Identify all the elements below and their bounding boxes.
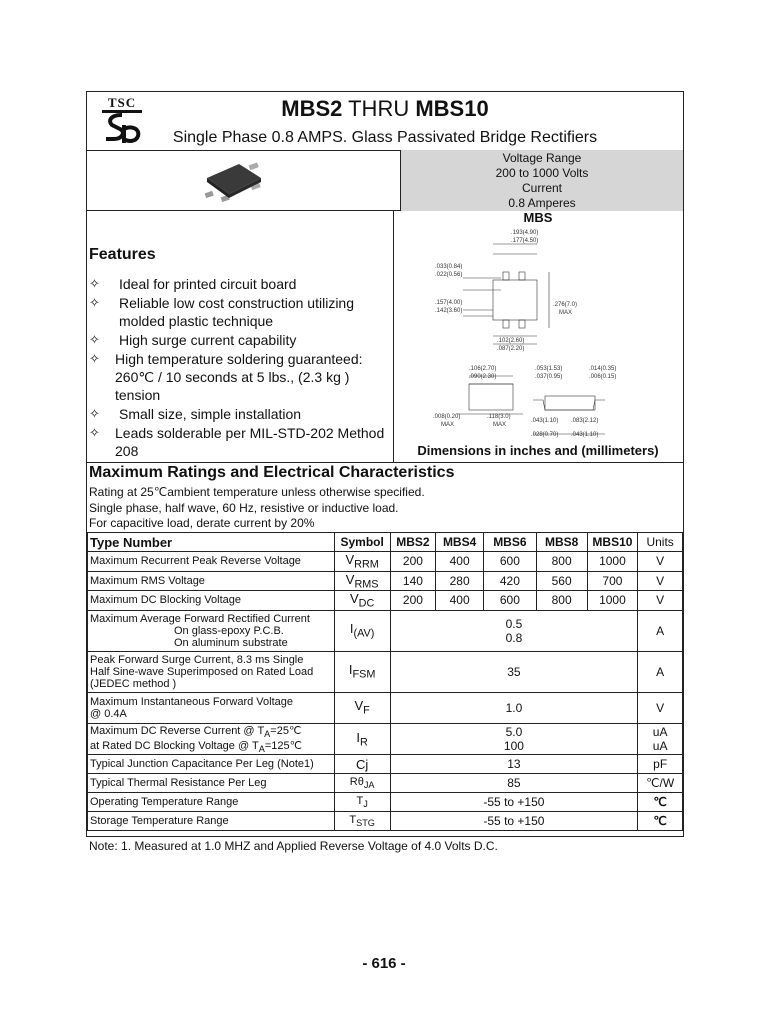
table-row: Maximum DC Reverse Current @ $T_A=25℃$ at Rated DC Blocking Voltage @ $T_A=125℃$ $I_R$ 5.0 100 uA uA (88, 723, 683, 754)
diamond-star-icon: ✧ (89, 406, 100, 421)
table-header: Type Number (88, 533, 335, 552)
dim-label: MAX (493, 422, 507, 428)
table-row: Maximum Instantaneous Forward Voltage @ 0.4A $V_F$ 1.0 V (88, 692, 683, 723)
dim-label: .008(0.20) (433, 414, 461, 420)
dim-label: .014(0.35) (589, 366, 617, 372)
table-row: Maximum RMS Voltage $V_{RMS}$ 140 280 420 560 700 V (88, 571, 683, 591)
table-header-row (88, 533, 683, 552)
page-title: MBS2 THRU MBS10 (281, 96, 489, 121)
table-row: Peak Forward Surge Current, 8.3 ms Single Half Sine-wave Superimposed on Rated Load (JEDEC method ) $I_{FSM}$ 35 A (88, 651, 683, 692)
table-header: Symbol (334, 533, 390, 552)
page-number: - 616 - (362, 955, 406, 972)
table-header: MBS6 (483, 533, 536, 552)
header (87, 92, 683, 151)
dim-label: .118(3.0) (487, 414, 511, 420)
table-row: Storage Temperature Range $T_{STG}$ -55 to +150 ℃ (88, 812, 683, 831)
dim-label: .106(2.70) (469, 366, 497, 372)
feature-item: ✧ High temperature soldering guaranteed: 260℃ / 10 seconds at 5 lbs., (2.3 kg ) tension (89, 351, 363, 403)
dim-label: .276(7.0) (553, 302, 578, 308)
table-row: Typical Thermal Resistance Per Leg $R\theta_{JA}$ 85 ℃/W (88, 774, 683, 793)
dim-label: .022(0.56) (435, 272, 463, 278)
voltage-current-box: Voltage Range 200 to 1000 Volts Current 0.8 Amperes (400, 150, 683, 211)
dim-label: .090(2.30) (469, 374, 497, 380)
dim-label: MAX (441, 422, 455, 428)
dim-label: .043(1.10) (531, 418, 559, 424)
table-row: Typical Junction Capacitance Per Leg (Note1) Cj 13 pF (88, 755, 683, 774)
package-photo-icon (199, 158, 269, 206)
table-row: Maximum Average Forward Rectified Current On glass-epoxy P.C.B. On aluminum substrate $I_{(AV)}$ 0.5 0.8 A (88, 610, 683, 651)
rating-note: For capacitive load, derate current by 20% (89, 516, 315, 530)
datasheet-frame (86, 91, 684, 837)
dim-label: MAX (559, 310, 573, 316)
table-header: Units (638, 533, 683, 552)
feature-item: ✧ Small size, simple installation (89, 406, 302, 422)
package-label: MBS (523, 210, 553, 225)
rating-note: Single phase, half wave, 60 Hz, resistive or inductive load. (89, 501, 399, 515)
table-header: MBS8 (536, 533, 587, 552)
feature-item: ✧ High surge current capability (89, 332, 297, 348)
table-header: MBS4 (436, 533, 484, 552)
product-row (87, 150, 683, 211)
diamond-star-icon: ✧ (89, 332, 100, 347)
max-ratings-title: Maximum Ratings and Electrical Characteristics (89, 464, 455, 481)
tsc-logo: TSC (100, 96, 144, 146)
dim-label: .193(4.90) (511, 230, 539, 236)
diamond-star-icon: ✧ (89, 425, 100, 440)
diamond-star-icon: ✧ (89, 276, 100, 291)
dim-label: .102(2.60) (497, 338, 525, 344)
features-area (87, 210, 683, 463)
feature-item: ✧ Ideal for printed circuit board (89, 276, 297, 292)
table-header: MBS10 (587, 533, 638, 552)
table-row: Operating Temperature Range $T_J$ -55 to +150 ℃ (88, 793, 683, 812)
outline-drawing (393, 224, 683, 442)
dim-label: .053(1.53) (535, 366, 563, 372)
feature-item: ✧ Leads solderable per MIL-STD-202 Method 208 (89, 425, 385, 459)
dimensions-caption: Dimensions in inches and (millimeters) (417, 443, 659, 458)
dim-label: .028(0.70) (531, 432, 559, 438)
dim-label: .087(2.20) (497, 346, 525, 352)
dim-label: .083(2.12) (571, 418, 599, 424)
footnote: Note: 1. Measured at 1.0 MHZ and Applied Reverse Voltage of 4.0 Volts D.C. (89, 839, 498, 853)
dim-label: .037(0.95) (535, 374, 563, 380)
feature-item: ✧ Reliable low cost construction utilizing molded plastic technique (89, 295, 354, 329)
diamond-star-icon: ✧ (89, 295, 100, 310)
dim-label: .157(4.00) (435, 300, 463, 306)
dim-label: .177(4.50) (511, 238, 539, 244)
dim-label: .033(0.84) (435, 264, 463, 270)
dim-label: .142(3.60) (435, 308, 463, 314)
rating-note: Rating at 25℃ambient temperature unless otherwise specified. (89, 485, 425, 499)
features-list (87, 275, 387, 461)
dim-label: .043(1.10) (571, 432, 599, 438)
page-subtitle: Single Phase 0.8 AMPS. Glass Passivated Bridge Rectifiers (172, 129, 598, 146)
specifications-table (87, 532, 683, 831)
diamond-star-icon: ✧ (89, 351, 100, 366)
features-title: Features (89, 246, 156, 263)
table-row: Maximum Recurrent Peak Reverse Voltage $V_{RRM}$ 200 400 600 800 1000 V (88, 552, 683, 572)
dim-label: .006(0.15) (589, 374, 617, 380)
table-row: Maximum DC Blocking Voltage $V_{DC}$ 200 400 600 800 1000 V (88, 591, 683, 611)
features-section (87, 210, 394, 462)
table-header: MBS2 (390, 533, 436, 552)
